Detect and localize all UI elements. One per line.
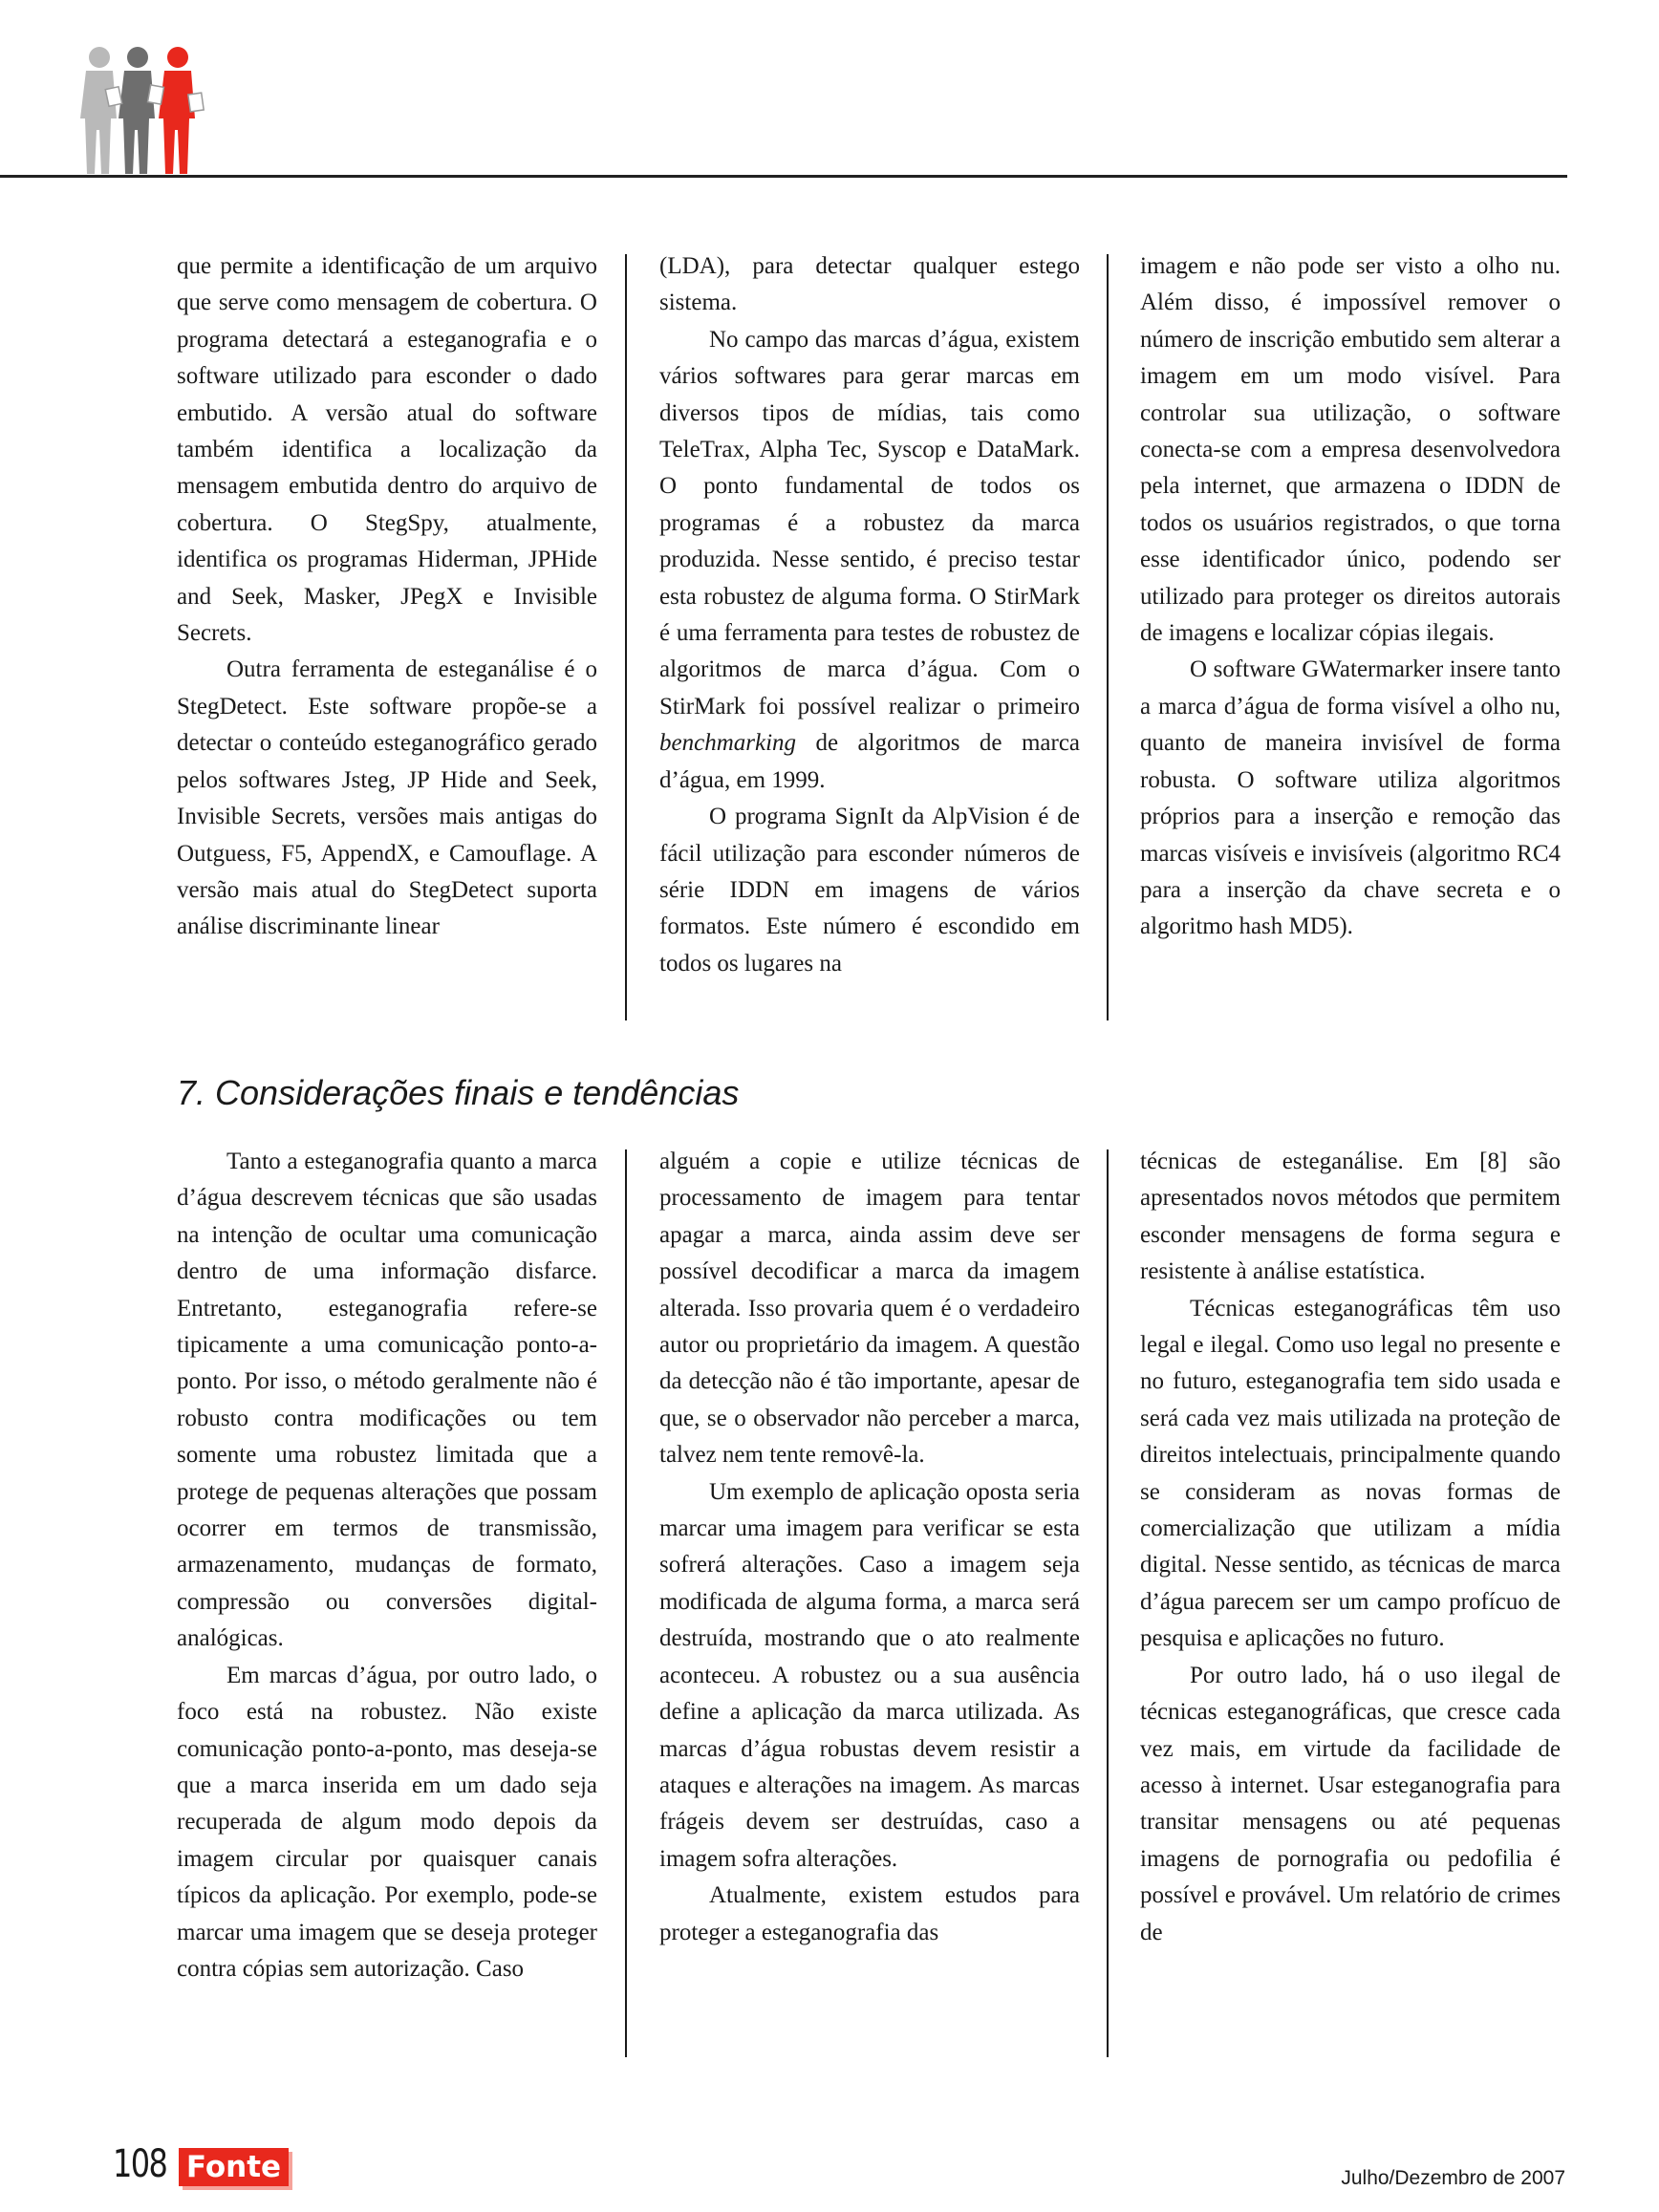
page-number: 108 (113, 2142, 167, 2186)
paragraph: Tanto a esteganografia quanto a marca d’água descrevem técnicas que são usadas na intenção de ocultar uma comunicação dentro de uma informação disfarce. Entretanto, esteganografia refere-se tipicamente a uma comunicação ponto-a-ponto. Por isso, o método geralmente não é robusto contra modificações ou tem somente uma robustez limitada que a protege de pequenas alterações que possam ocorrer em termos de transmissão, armazenamento, mudanças de formato, compressão ou conversões digital-analógicas. (177, 1149, 597, 1652)
paragraph: técnicas de esteganálise. Em [8] são apresentados novos métodos que permitem esconder mensagens de forma segura e resistente à análise estatística. (1140, 1149, 1561, 1285)
column-divider (1107, 254, 1109, 1020)
column-divider (1107, 1149, 1109, 2057)
paragraph: O programa SignIt da AlpVision é de fácil utilização para esconder números de série IDDN em imagens de vários formatos. Este número é escondido em todos os lugares na (659, 804, 1080, 977)
three-people-figures-logo (78, 46, 212, 178)
paragraph: Técnicas esteganográficas têm uso legal e ilegal. Como uso legal no presente e no futuro, esteganografia tem sido usada e será cada vez mais utilizada na proteção de direitos intelectuais, principalmente quando se consideram as novas formas de comercialização que utilizam a mídia digital. Nesse sentido, as técnicas de marca d’água parecem ser um campo profícuo de pesquisa e aplicações no futuro. (1140, 1295, 1561, 1652)
paragraph: Por outro lado, há o uso ilegal de técnicas esteganográficas, que cresce cada vez mais, em virtude da facilidade de acesso à internet. Usar esteganografia para transitar mensagens ou até pequenas imagens de pornografia ou pedofilia é possível e provável. Um relatório de crimes de (1140, 1662, 1561, 1945)
paragraph: Em marcas d’água, por outro lado, o foco está na robustez. Não existe comunicação ponto-a-ponto, mas deseja-se que a marca inserida em um dado seja recuperada de algum modo depois da imagem circular por quaisquer canais típicos da aplicação. Por exemplo, pode-se marcar uma imagem que se deseja proteger contra cópias sem autorização. Caso (177, 1662, 597, 1982)
paragraph: (LDA), para detectar qualquer estego sistema. (659, 253, 1080, 316)
brand-label: Fonte (185, 2150, 282, 2184)
top-column-2 (659, 248, 1080, 982)
figure-red-icon (159, 47, 195, 174)
paragraph: alguém a copie e utilize técnicas de processamento de imagem para tentar apagar a marca, ainda assim deve ser possível decodificar a marca da imagem alterada. Isso provaria quem é o verdadeiro autor ou proprietário da imagem. A questão da detecção não é tão importante, apesar de que, se o observador não perceber a marca, talvez nem tente removê-la. (659, 1149, 1080, 1469)
bottom-column-3 (1140, 1144, 1561, 1951)
bottom-column-1 (177, 1144, 597, 1987)
paragraph: que permite a identificação de um arquivo que serve como mensagem de cobertura. O programa detectará a esteganografia e o software utilizado para esconder o dado embutido. A versão atual do software também identifica a localização da mensagem embutida dentro do arquivo de cobertura. O StegSpy, atualmente, identifica os programas Hiderman, JPHide and Seek, Masker, JPegX e Invisible Secrets. (177, 253, 597, 647)
paragraph: imagem e não pode ser visto a olho nu. Além disso, é impossível remover o número de inscrição embutido sem alterar a imagem em um modo visível. Para controlar sua utilização, o software conecta-se com a empresa desenvolvedora pela internet, que armazena o IDDN de todos os usuários registrados, o que torna esse identificador único, podendo ser utilizado para proteger os direitos autorais de imagens e localizar cópias ilegais. (1140, 253, 1561, 647)
paragraph-text: de algoritmos de marca d’água, em 1999. (659, 730, 1081, 793)
paragraph (659, 322, 1080, 799)
emphasis-text: benchmarking (659, 730, 797, 757)
paragraph: Outra ferramenta de esteganálise é o StegDetect. Este software propõe-se a detectar o conteúdo esteganográfico gerado pelos softwares Jsteg, JP Hide and Seek, Invisible Secrets, versões mais antigas do Outguess, F5, AppendX, e Camouflage. A versão mais atual do StegDetect suporta análise discriminante linear (177, 656, 597, 940)
figure-dark-icon (118, 47, 155, 174)
paragraph: Um exemplo de aplicação oposta seria marcar uma imagem para verificar se esta sofrerá alterações. Caso a imagem seja modificada de alguma forma, a marca será destruída, mostrando que o ato realmente aconteceu. A robustez ou a sua ausência define a aplicação da marca utilizada. As marcas d’água robustas devem resistir a ataques e alterações na imagem. As marcas frágeis devem ser destruídas, caso a imagem sofra alterações. (659, 1478, 1080, 1872)
top-column-1 (177, 248, 597, 946)
column-divider (625, 254, 627, 1020)
paragraph: Atualmente, existem estudos para proteger a esteganografia das (659, 1882, 1080, 1945)
top-column-3 (1140, 248, 1561, 946)
bottom-column-2 (659, 1144, 1080, 1951)
paragraph: O software GWatermarker insere tanto a marca d’água de forma visível a olho nu, quanto de maneira invisível de forma robusta. O software utiliza algoritmos próprios para a inserção e remoção das marcas visíveis e invisíveis (algoritmo RC4 para a inserção da chave secreta e o algoritmo hash MD5). (1140, 656, 1561, 940)
header-rule (0, 175, 1567, 178)
paragraph-text: No campo das marcas d’água, existem vários softwares para gerar marcas em diversos tipos de mídias, tais como TeleTrax, Alpha Tec, Syscop e DataMark. O ponto fundamental de todos os programas é a robustez da marca produzida. Nesse sentido, é preciso testar esta robustez de alguma forma. O StirMark é uma ferramenta para testes de robustez de algoritmos de marca d’água. Com o StirMark foi possível realizar o primeiro (659, 326, 1080, 719)
section-title: 7. Considerações finais e tendências (177, 1073, 740, 1112)
brand-logo (179, 2148, 289, 2186)
issue-date: Julho/Dezembro de 2007 (1341, 2167, 1565, 2189)
figure-light-icon (80, 47, 117, 174)
column-divider (625, 1149, 627, 2057)
